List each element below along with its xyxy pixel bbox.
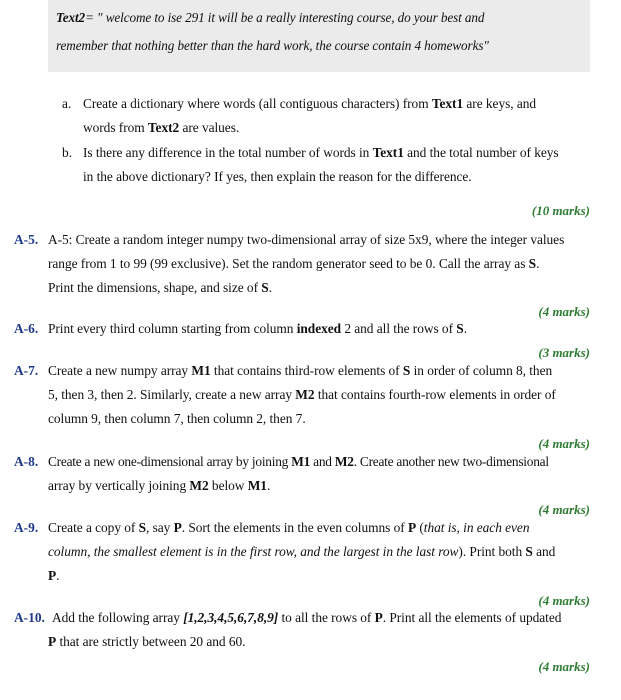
question-a6-number: A-6. — [14, 321, 39, 336]
question-a10-marks: (4 marks) — [538, 659, 590, 674]
question-a10-line-2: P that are strictly between 20 and 60. — [48, 634, 246, 649]
question-a8-marks: (4 marks) — [538, 502, 590, 517]
subquestion-a-label: a. — [62, 96, 72, 111]
subquestion-b-line-1: Is there any difference in the total number of words in Text1 and the total number of keys — [83, 145, 559, 160]
text2-line-2: remember that nothing better than the hard work, the course contain 4 homeworks" — [56, 38, 489, 53]
subquestion-b-label: b. — [62, 145, 73, 160]
question-a6-marks: (3 marks) — [538, 345, 590, 360]
text2-code-box — [48, 0, 590, 72]
question-a5-line-3: Print the dimensions, shape, and size of S. — [48, 280, 272, 295]
question-a8-line-1: Create a new one-dimensional array by joining M1 and M2. Create another new two-dimensional — [48, 454, 549, 469]
question-a7-line-3: column 9, then column 7, then column 2, then 7. — [48, 411, 306, 426]
subquestion-b-line-2: in the above dictionary? If yes, then explain the reason for the difference. — [83, 169, 472, 184]
question-a7-marks: (4 marks) — [538, 436, 590, 451]
subquestion-a-line-1: Create a dictionary where words (all contiguous characters) from Text1 are keys, and — [83, 96, 537, 111]
question-a7-line-2: 5, then 3, then 2. Similarly, create a new array M2 that contains fourth-row elements in order of — [48, 387, 556, 402]
question-a9-line-1: Create a copy of S, say P. Sort the elements in the even columns of P (that is, in each even — [48, 520, 530, 535]
question-a10-line-1: Add the following array [1,2,3,4,5,6,7,8,9] to all the rows of P. Print all the elements of updated — [52, 610, 562, 625]
text2-line-1: Text2= " welcome to ise 291 it will be a really interesting course, do your best and — [56, 10, 485, 25]
question-a10-number: A-10. — [14, 610, 45, 625]
question-a5-line-1: A-5: Create a random integer numpy two-dimensional array of size 5x9, where the integer values — [48, 232, 565, 247]
question-a7-number: A-7. — [14, 363, 39, 378]
question-a9-line-2: column, the smallest element is in the first row, and the largest in the last row). Print both S and — [48, 544, 556, 559]
question-a9-number: A-9. — [14, 520, 39, 535]
marks-previous-question: (10 marks) — [531, 203, 590, 218]
question-a5-marks: (4 marks) — [538, 304, 590, 319]
text2-label: Text2 — [56, 10, 86, 25]
question-a5-number: A-5. — [14, 232, 39, 247]
question-a5-line-2: range from 1 to 99 (99 exclusive). Set the random generator seed to be 0. Call the array as S. — [48, 256, 540, 271]
question-a6-line-1: Print every third column starting from column indexed 2 and all the rows of S. — [48, 321, 467, 336]
question-a8-line-2: array by vertically joining M2 below M1. — [48, 478, 271, 493]
question-a9-line-3: P. — [48, 568, 60, 583]
subquestion-a-line-2: words from Text2 are values. — [83, 120, 240, 135]
question-a9-marks: (4 marks) — [538, 593, 590, 608]
question-a7-line-1: Create a new numpy array M1 that contains third-row elements of S in order of column 8, then — [48, 363, 553, 378]
question-a8-number: A-8. — [14, 454, 39, 469]
